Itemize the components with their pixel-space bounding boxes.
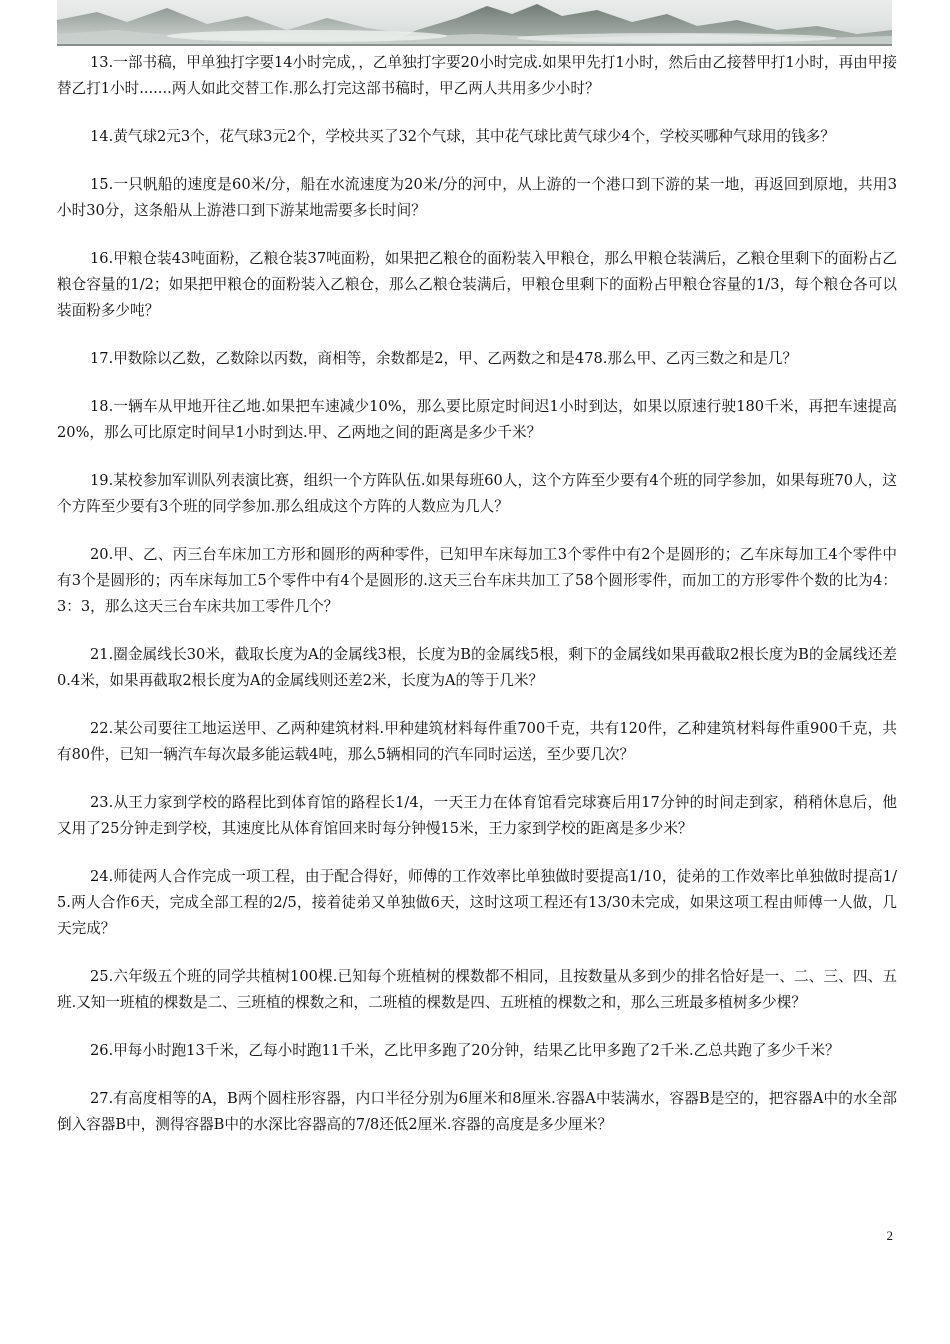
problem-27: 27.有高度相等的A，B两个圆柱形容器，内口半径分别为6厘米和8厘米.容器A中装满水，容器B是空的，把容器A中的水全部倒入容器B中，测得容器B中的水深比容器高的7/8还低2厘米.容器的高度是多少厘米？ [57,1090,897,1133]
problem-19: 19.某校参加军训队列表演比赛，组织一个方阵队伍.如果每班60人，这个方阵至少要有4个班的同学参加，如果每班70人，这个方阵至少要有3个班的同学参加.那么组成这个方阵的人数应为几人？ [57,472,897,515]
problem-13: 13.一部书稿，甲单独打字要14小时完成，，乙单独打字要20小时完成.如果甲先打1小时，然后由乙接替甲打1小时，再由甲接替乙打1小时.......两人如此交替工作.那么打完这部书稿时，甲乙两人共用多少小时？ [57,54,897,97]
problem-25: 25.六年级五个班的同学共植树100棵.已知每个班植树的棵数都不相同，且按数量从多到少的排名恰好是一、二、三、四、五班.又知一班植的棵数是二、三班植的棵数之和，二班植的棵数是四、五班植的棵数之和，那么三班最多植树多少棵？ [57,968,897,1011]
problem-15: 15.一只帆船的速度是60米/分，船在水流速度为20米/分的河中，从上游的一个港口到下游的某一地，再返回到原地，共用3小时30分，这条船从上游港口到下游某地需要多长时间？ [57,176,897,219]
problem-21: 21.圈金属线长30米，截取长度为A的金属线3根，长度为B的金属线5根，剩下的金属线如果再截取2根长度为B的金属线还差0.4米，如果再截取2根长度为A的金属线则还差2米，长度为A的等于几米？ [57,646,897,689]
problem-list [57,46,897,1138]
problem-14: 14.黄气球2元3个，花气球3元2个，学校共买了32个气球，其中花气球比黄气球少4个，学校买哪种气球用的钱多？ [90,128,835,145]
header-banner-image [57,0,892,46]
mountain-landscape-icon [57,0,892,44]
problem-16: 16.甲粮仓装43吨面粉，乙粮仓装37吨面粉，如果把乙粮仓的面粉装入甲粮仓，那么甲粮仓装满后，乙粮仓里剩下的面粉占乙粮仓容量的1/2；如果把甲粮仓的面粉装入乙粮仓，那么乙粮仓装满后，甲粮仓里剩下的面粉占甲粮仓容量的1/3，每个粮仓各可以装面粉多少吨？ [57,250,897,319]
problem-22: 22.某公司要往工地运送甲、乙两种建筑材料.甲种建筑材料每件重700千克，共有120件，乙种建筑材料每件重900千克，共有80件，已知一辆汽车每次最多能运载4吨，那么5辆相同的汽车同时运送，至少要几次？ [57,720,897,763]
page-number: 2 [886,1228,893,1243]
problem-26: 26.甲每小时跑13千米，乙每小时跑11千米，乙比甲多跑了20分钟，结果乙比甲多跑了2千米.乙总共跑了多少千米？ [90,1042,840,1059]
problem-18: 18.一辆车从甲地开往乙地.如果把车速减少10%，那么要比原定时间迟1小时到达，如果以原速行驶180千米，再把车速提高20%，那么可比原定时间早1小时到达.甲、乙两地之间的距离是多少千米？ [57,398,897,441]
problem-24: 24.师徒两人合作完成一项工程，由于配合得好，师傅的工作效率比单独做时要提高1/10，徒弟的工作效率比单独做时提高1/5.两人合作6天，完成全部工程的2/5，接着徒弟又单独做6天，这时这项工程还有13/30未完成，如果这项工程由师傅一人做，几天完成？ [57,868,897,937]
problem-17: 17.甲数除以乙数，乙数除以丙数，商相等，余数都是2，甲、乙两数之和是478.那么甲、乙丙三数之和是几？ [90,350,798,367]
problem-23: 23.从王力家到学校的路程比到体育馆的路程长1/4，一天王力在体育馆看完球赛后用17分钟的时间走到家，稍稍休息后，他又用了25分钟走到学校，其速度比从体育馆回来时每分钟慢15米，王力家到学校的距离是多少米？ [57,794,897,837]
problem-20: 20.甲、乙、丙三台车床加工方形和圆形的两种零件，已知甲车床每加工3个零件中有2个是圆形的；乙车床每加工4个零件中有3个是圆形的；丙车床每加工5个零件中有4个是圆形的.这天三台车床共加工了58个圆形零件，而加工的方形零件个数的比为4：3：3，那么这天三台车床共加工零件几个？ [57,546,897,615]
